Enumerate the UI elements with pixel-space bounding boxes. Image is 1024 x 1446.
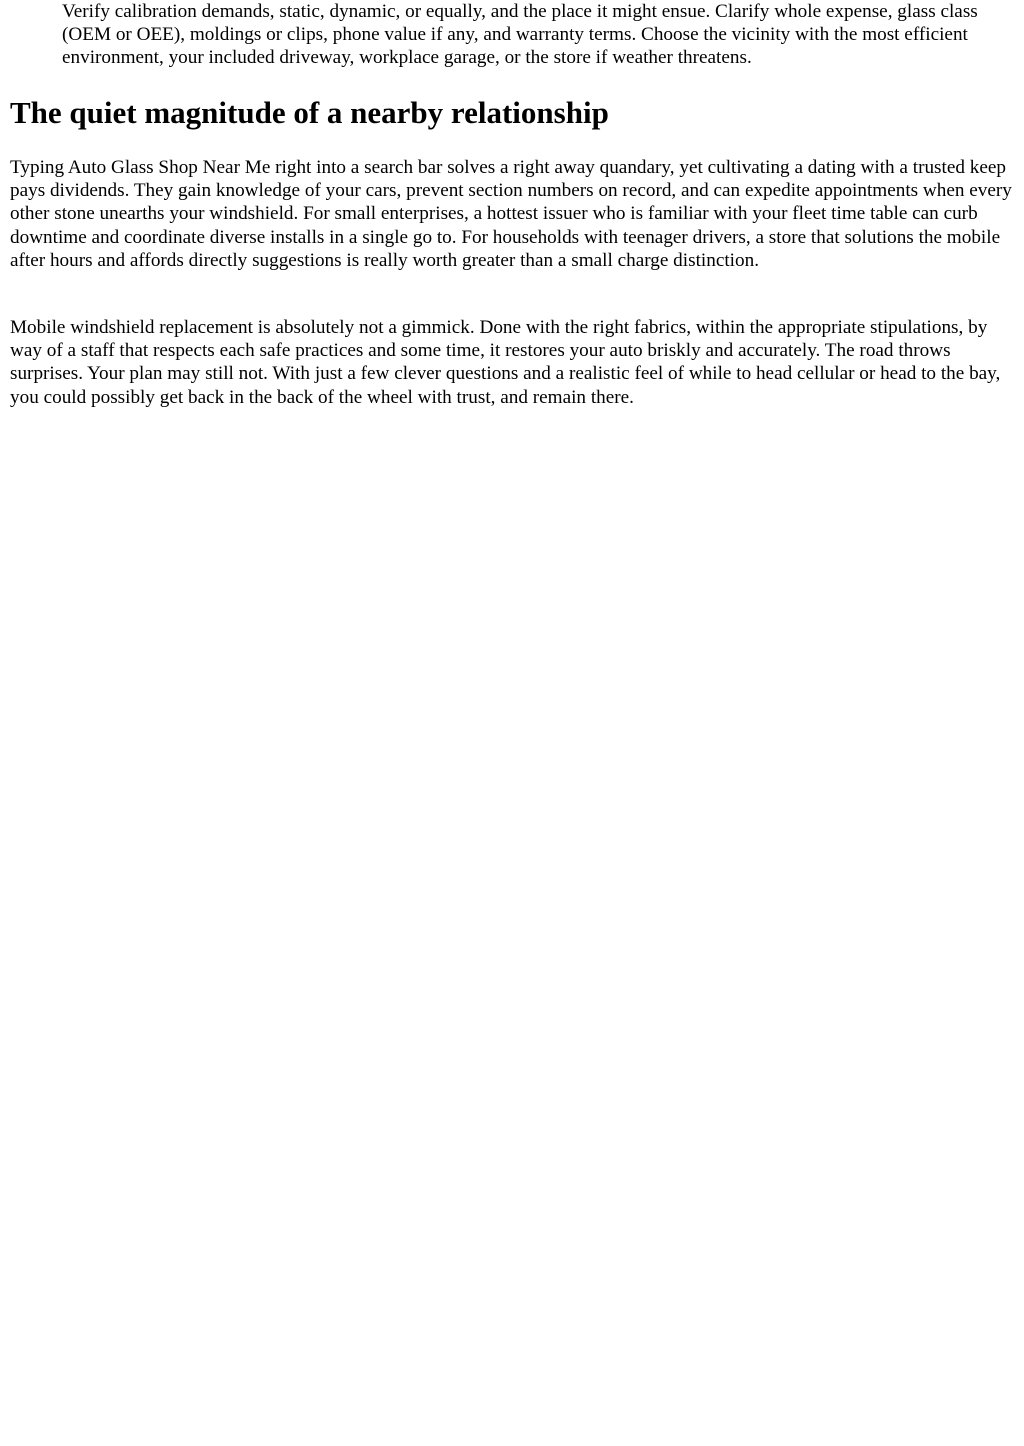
section-heading: The quiet magnitude of a nearby relationship <box>10 95 609 130</box>
body-paragraph: Mobile windshield replacement is absolutely not a gimmick. Done with the right fabrics, within the appropriate stipulations, by way of a staff that respects each safe practices and some time, it restores your auto briskly and accurately. The road throws surprises. Your plan may still not. With just a few clever questions and a realistic feel of while to head cellular or head to the bay, you could possibly get back in the back of the wheel with trust, and remain there. <box>10 317 1001 408</box>
indented-paragraph: Verify calibration demands, static, dynamic, or equally, and the place it might ensue. Clarify whole expense, glass class (OEM or OEE), moldings or clips, phone value if any, and warranty terms. Choose the vicinity with the most efficient environment, your included driveway, workplace garage, or the store if weather threatens. <box>62 1 978 69</box>
body-paragraph: Typing Auto Glass Shop Near Me right into a search bar solves a right away quandary, yet cultivating a dating with a trusted keep pays dividends. They gain knowledge of your cars, prevent section numbers on record, and can expedite appointments when every other stone unearths your windshield. For small enterprises, a hottest issuer who is familiar with your fleet time table can curb downtime and coordinate diverse installs in a single go to. For households with teenager drivers, a store that solutions the mobile after hours and affords directly suggestions is really worth greater than a small charge distinction. <box>10 157 1012 271</box>
